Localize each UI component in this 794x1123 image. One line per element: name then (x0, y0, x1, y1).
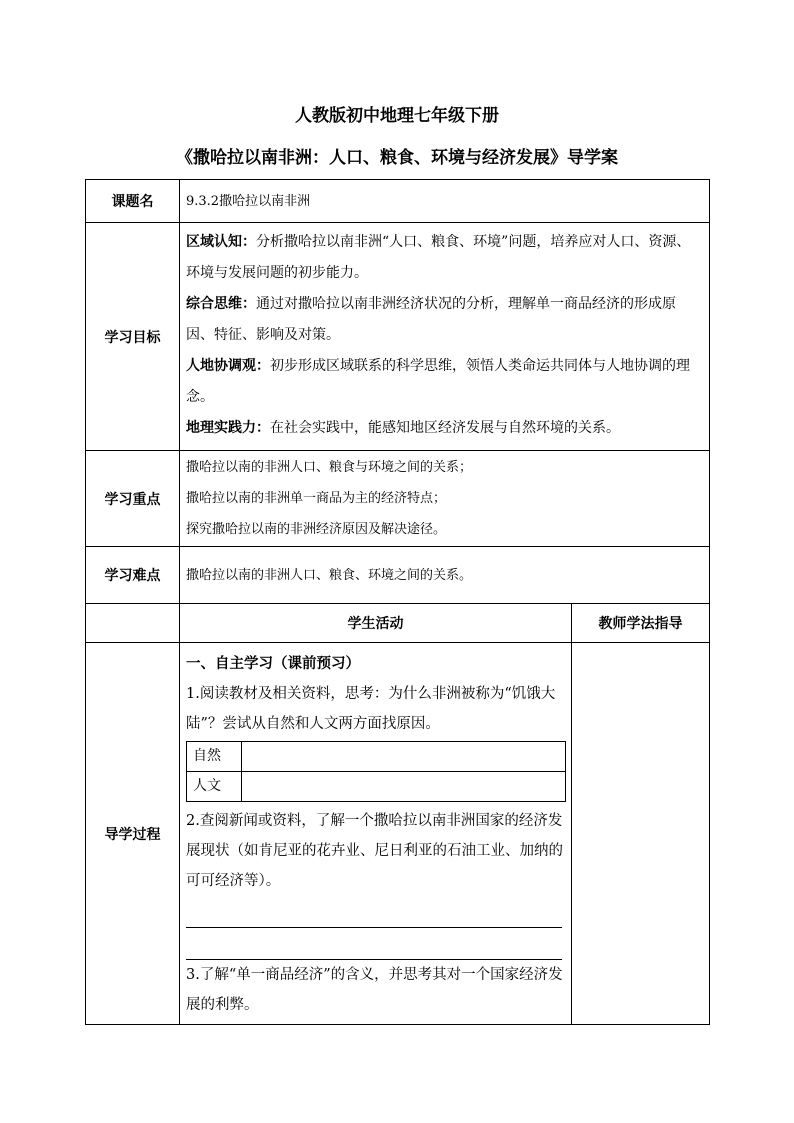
document-title: 人教版初中地理七年级下册 (295, 106, 499, 126)
goal-body: 初步形成区域联系的科学思维，领悟人类命运共同体与人地协调的理念。 (186, 358, 690, 405)
key-point-item: 撒哈拉以南的非洲人口、粮食与环境之间的关系； (186, 460, 473, 475)
goal-item (186, 351, 703, 413)
cause-human-answer[interactable] (242, 772, 566, 802)
goal-item (186, 289, 703, 351)
topic-value: 9.3.2撒哈拉以南非洲 (180, 180, 710, 223)
question-3: 3.了解“单一商品经济”的含义，并思考其对一个国家经济发展的利弊。 (186, 967, 563, 1013)
cause-table (186, 741, 566, 802)
answer-line[interactable] (186, 928, 562, 960)
goals-content (180, 223, 710, 451)
section-title: 一、自主学习（课前预习） (186, 655, 360, 672)
goals-row (86, 223, 710, 451)
key-points-label: 学习重点 (86, 451, 180, 547)
key-points-row (86, 451, 710, 547)
cause-human-label: 人文 (187, 772, 242, 802)
guide-table (85, 179, 710, 1025)
goal-body: 分析撒哈拉以南非洲“人口、粮食、环境”问题，培养应对人口、资源、环境与发展问题的初步能力。 (186, 234, 691, 281)
process-label: 导学过程 (86, 643, 180, 1025)
goal-head: 地理实践力： (186, 420, 270, 436)
difficult-label: 学习难点 (86, 547, 180, 604)
question-1: 1.阅读教材及相关资料，思考：为什么非洲被称为“饥饿大陆”？尝试从自然和人文两方面找原因。 (186, 686, 556, 732)
key-points-content (180, 451, 710, 547)
student-activity-header: 学生活动 (180, 604, 572, 643)
goal-item (186, 413, 703, 444)
topic-row (86, 180, 710, 223)
question-2: 2.查阅新闻或资料，了解一个撒哈拉以南非洲国家的经济发展现状（如肯尼亚的花卉业、尼日利亚的石油工业、加纳的可可经济等）。 (186, 813, 563, 889)
teacher-guidance-header: 教师学法指导 (572, 604, 710, 643)
document-subtitle: 《撒哈拉以南非洲：人口、粮食、环境与经济发展》导学案 (176, 148, 618, 168)
key-point-item: 撒哈拉以南的非洲单一商品为主的经济特点； (186, 491, 447, 506)
cause-natural-label: 自然 (187, 742, 242, 772)
goals-label: 学习目标 (86, 223, 180, 451)
goal-head: 区域认知： (186, 234, 256, 250)
difficult-row (86, 547, 710, 604)
column-header-row (86, 604, 710, 643)
goal-head: 综合思维： (186, 296, 256, 312)
goal-head: 人地协调观： (186, 358, 270, 374)
column-header-blank (86, 604, 180, 643)
teacher-guidance-content (572, 643, 710, 1025)
topic-label: 课题名 (86, 180, 180, 223)
cause-natural-answer[interactable] (242, 742, 566, 772)
process-row (86, 643, 710, 1025)
answer-line[interactable] (186, 896, 562, 928)
key-point-item: 探究撒哈拉以南的非洲经济原因及解决途径。 (186, 522, 447, 537)
student-activity-content (180, 643, 572, 1025)
difficult-value: 撒哈拉以南的非洲人口、粮食、环境之间的关系。 (180, 547, 710, 604)
goal-item (186, 227, 703, 289)
goal-body: 通过对撒哈拉以南非洲经济状况的分析，理解单一商品经济的形成原因、特征、影响及对策。 (186, 296, 676, 343)
goal-body: 在社会实践中，能感知地区经济发展与自然环境的关系。 (270, 420, 620, 436)
